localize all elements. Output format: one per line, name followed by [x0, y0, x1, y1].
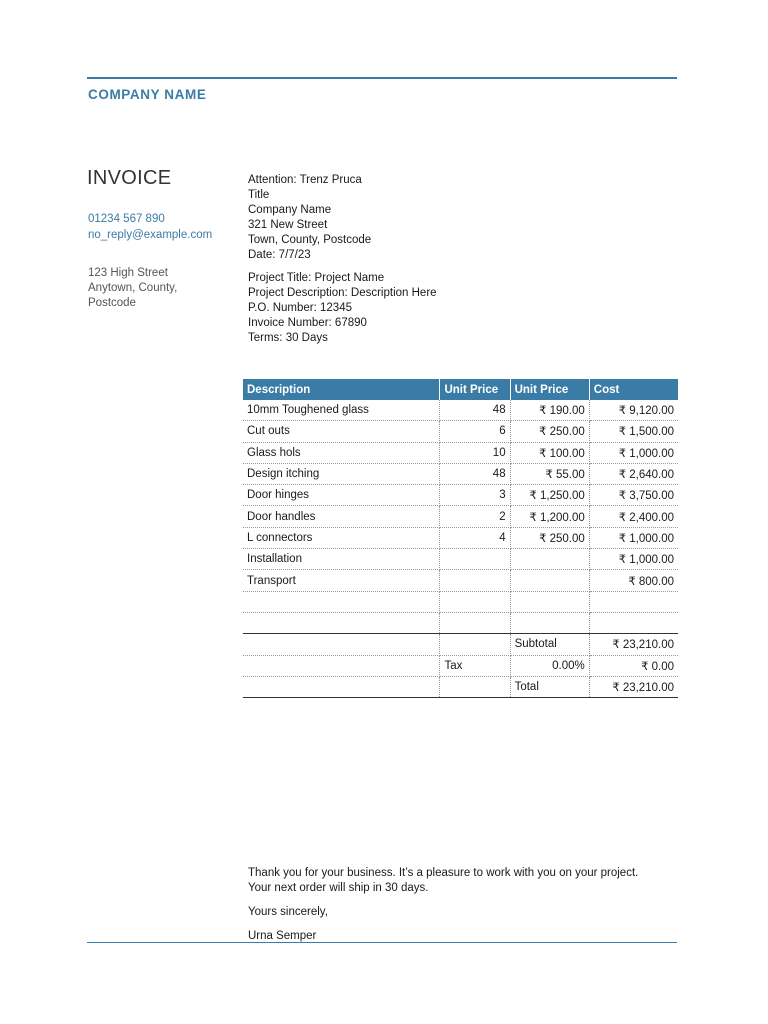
cell-unit-price: [510, 612, 589, 633]
cell-quantity: 48: [440, 400, 510, 421]
header-cost: Cost: [589, 379, 678, 400]
table-row: [243, 549, 678, 570]
summary-label: [440, 634, 510, 655]
thank-you-line: Thank you for your business. It’s a pleasure to work with you on your project.: [248, 867, 639, 879]
cell-quantity: 3: [440, 485, 510, 506]
cell-description: Door hinges: [243, 485, 440, 506]
summary-blank: [243, 634, 440, 655]
cell-unit-price: ₹ 1,200.00: [510, 506, 589, 527]
table-row: [243, 570, 678, 591]
cell-description: L connectors: [243, 527, 440, 548]
cell-unit-price: [510, 570, 589, 591]
cell-cost: [589, 591, 678, 612]
cell-description: Design itching: [243, 463, 440, 484]
table-body: [243, 400, 678, 698]
cell-unit-price: [510, 591, 589, 612]
cell-cost: ₹ 1,000.00: [589, 549, 678, 570]
summary-row: [243, 634, 678, 655]
cell-cost: ₹ 1,000.00: [589, 442, 678, 463]
header-rule: [87, 77, 677, 79]
summary-row: [243, 676, 678, 697]
invoice-date: Date: 7/7/23: [248, 249, 311, 261]
recipient-line: Company Name: [248, 204, 332, 216]
cell-description: Glass hols: [243, 442, 440, 463]
cell-description: Installation: [243, 549, 440, 570]
cell-description: 10mm Toughened glass: [243, 400, 440, 421]
table-row: [243, 421, 678, 442]
closing-line: Yours sincerely,: [248, 906, 328, 918]
cell-unit-price: ₹ 1,250.00: [510, 485, 589, 506]
project-title: Project Title: Project Name: [248, 272, 385, 284]
summary-blank: [243, 676, 440, 697]
thank-you-message: [248, 866, 638, 896]
cell-unit-price: ₹ 100.00: [510, 442, 589, 463]
project-block: [248, 271, 437, 346]
header-description: Description: [243, 379, 440, 400]
thank-you-line: Your next order will ship in 30 days.: [248, 882, 429, 894]
cell-quantity: [440, 612, 510, 633]
header-unit-price: Unit Price: [510, 379, 589, 400]
table-row: [243, 527, 678, 548]
recipient-block: [248, 173, 371, 263]
signer-name: Urna Semper: [248, 930, 317, 942]
address-line: Anytown, County,: [88, 282, 178, 294]
cell-unit-price: ₹ 190.00: [510, 400, 589, 421]
table-row: [243, 612, 678, 633]
cell-cost: ₹ 9,120.00: [589, 400, 678, 421]
cell-description: Door handles: [243, 506, 440, 527]
cell-cost: ₹ 3,750.00: [589, 485, 678, 506]
cell-quantity: 4: [440, 527, 510, 548]
summary-label: Tax: [440, 655, 510, 676]
cell-cost: [589, 612, 678, 633]
cell-cost: ₹ 2,640.00: [589, 463, 678, 484]
email-address: no_reply@example.com: [88, 229, 213, 241]
cell-description: Cut outs: [243, 421, 440, 442]
table-row: [243, 591, 678, 612]
summary-label: Subtotal: [510, 634, 589, 655]
sender-address: [88, 266, 177, 311]
header-quantity: Unit Price: [440, 379, 510, 400]
cell-cost: ₹ 1,500.00: [589, 421, 678, 442]
company-name: COMPANY NAME: [88, 87, 207, 102]
recipient-line: 321 New Street: [248, 219, 328, 231]
table-header-row: [243, 379, 678, 400]
cell-quantity: 10: [440, 442, 510, 463]
cell-unit-price: ₹ 250.00: [510, 527, 589, 548]
summary-row: [243, 655, 678, 676]
summary-amount: ₹ 23,210.00: [589, 676, 678, 697]
cell-quantity: 48: [440, 463, 510, 484]
summary-amount: ₹ 0.00: [589, 655, 678, 676]
invoice-number: Invoice Number: 67890: [248, 317, 367, 329]
summary-label: [440, 676, 510, 697]
cell-cost: ₹ 2,400.00: [589, 506, 678, 527]
table-row: [243, 506, 678, 527]
cell-quantity: [440, 570, 510, 591]
table-row: [243, 442, 678, 463]
cell-description: [243, 591, 440, 612]
summary-label: Total: [510, 676, 589, 697]
invoice-table: [243, 379, 678, 698]
cell-description: Transport: [243, 570, 440, 591]
table-row: [243, 463, 678, 484]
payment-terms: Terms: 30 Days: [248, 332, 328, 344]
cell-unit-price: ₹ 250.00: [510, 421, 589, 442]
contact-info: [88, 211, 212, 243]
summary-amount: ₹ 23,210.00: [589, 634, 678, 655]
phone-number: 01234 567 890: [88, 213, 165, 225]
table-row: [243, 400, 678, 421]
cell-unit-price: ₹ 55.00: [510, 463, 589, 484]
page-title: INVOICE: [87, 167, 172, 189]
cell-cost: ₹ 800.00: [589, 570, 678, 591]
cell-quantity: 2: [440, 506, 510, 527]
footer-rule: [87, 942, 677, 943]
cell-unit-price: [510, 549, 589, 570]
recipient-line: Town, County, Postcode: [248, 234, 372, 246]
cell-cost: ₹ 1,000.00: [589, 527, 678, 548]
cell-quantity: [440, 549, 510, 570]
address-line: Postcode: [88, 297, 136, 309]
cell-description: [243, 612, 440, 633]
cell-quantity: [440, 591, 510, 612]
summary-label: 0.00%: [510, 655, 589, 676]
project-description: Project Description: Description Here: [248, 287, 437, 299]
po-number: P.O. Number: 12345: [248, 302, 352, 314]
cell-quantity: 6: [440, 421, 510, 442]
recipient-line: Title: [248, 189, 270, 201]
table-row: [243, 485, 678, 506]
address-line: 123 High Street: [88, 267, 168, 279]
recipient-line: Attention: Trenz Pruca: [248, 174, 362, 186]
summary-blank: [243, 655, 440, 676]
